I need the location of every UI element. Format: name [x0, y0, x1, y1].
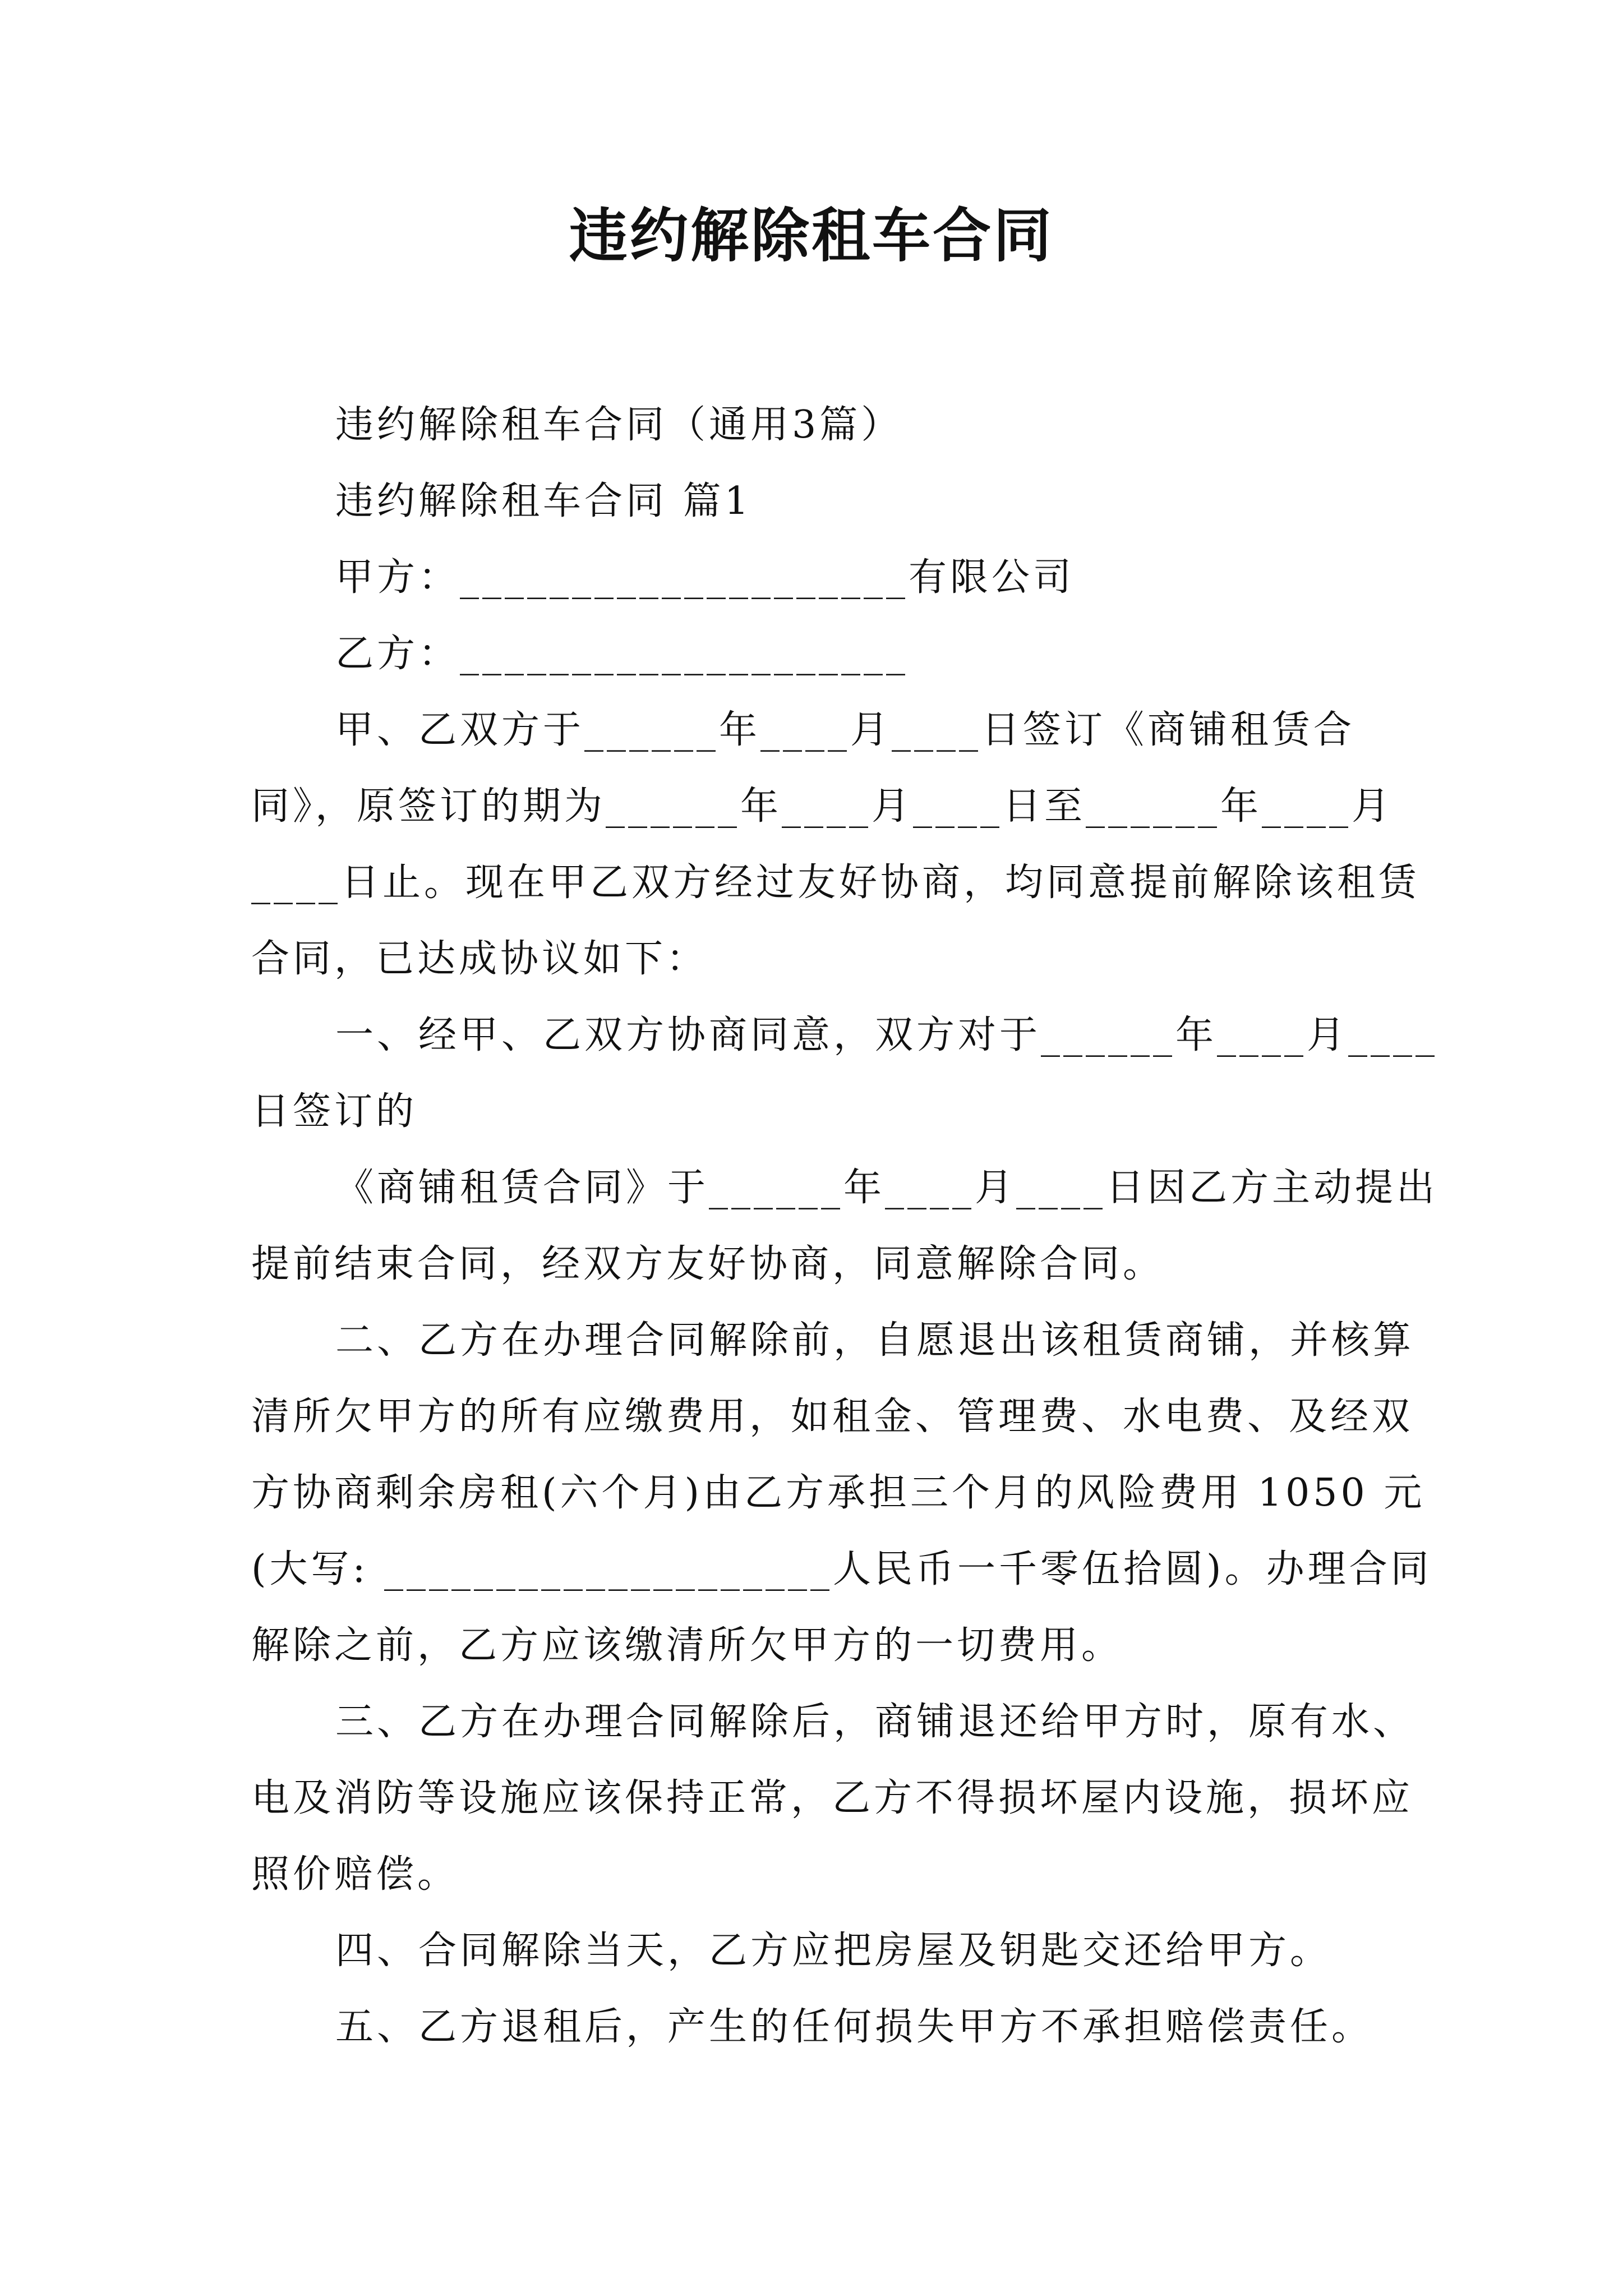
paragraph-section-heading: 违约解除租车合同 篇1: [335, 479, 752, 523]
paragraph-intro: 甲、乙双方于______年____月____日签订《商铺租赁合同》，原签订的期为______年____月____日至______年____月____日止。现在甲乙双方经过友好协商，均同意提前解除该租赁合同，已达成协议如下：: [251, 708, 1421, 981]
paragraph-clause-5: 五、乙方退租后，产生的任何损失甲方不承担赔偿责任。: [335, 2005, 1373, 2049]
paragraph-party-a: 甲方：____________________有限公司: [335, 555, 1075, 600]
document-title: 违约解除租车合同: [569, 201, 1054, 270]
paragraph-clause-1-continued: 《商铺租赁合同》于______年____月____日因乙方主动提出提前结束合同，经双方友好协商，同意解除合同。: [251, 1166, 1438, 1286]
paragraph-clause-4: 四、合同解除当天，乙方应把房屋及钥匙交还给甲方。: [335, 1929, 1332, 1973]
paragraph-clause-1: 一、经甲、乙双方协商同意，双方对于______年____月____日签订的: [251, 1013, 1438, 1134]
paragraph-party-b: 乙方：____________________: [335, 632, 909, 676]
paragraph-clause-3: 三、乙方在办理合同解除后，商铺退还给甲方时，原有水、电及消防等设施应该保持正常，乙方不得损坏屋内设施，损坏应照价赔偿。: [251, 1700, 1415, 1897]
document-body: [251, 387, 1446, 2065]
paragraph-subtitle: 违约解除租车合同（通用3篇）: [335, 403, 903, 447]
paragraph-clause-2: 二、乙方在办理合同解除前，自愿退出该租赁商铺，并核算清所欠甲方的所有应缴费用，如租金、管理费、水电费、及经双方协商剩余房租(六个月)由乙方承担三个月的风险费用 1050 元(大写: ____________________人民币一千零伍拾圆)。办理合同解除之前，乙方应该缴清所欠甲方的一切费用。: [251, 1318, 1432, 1668]
